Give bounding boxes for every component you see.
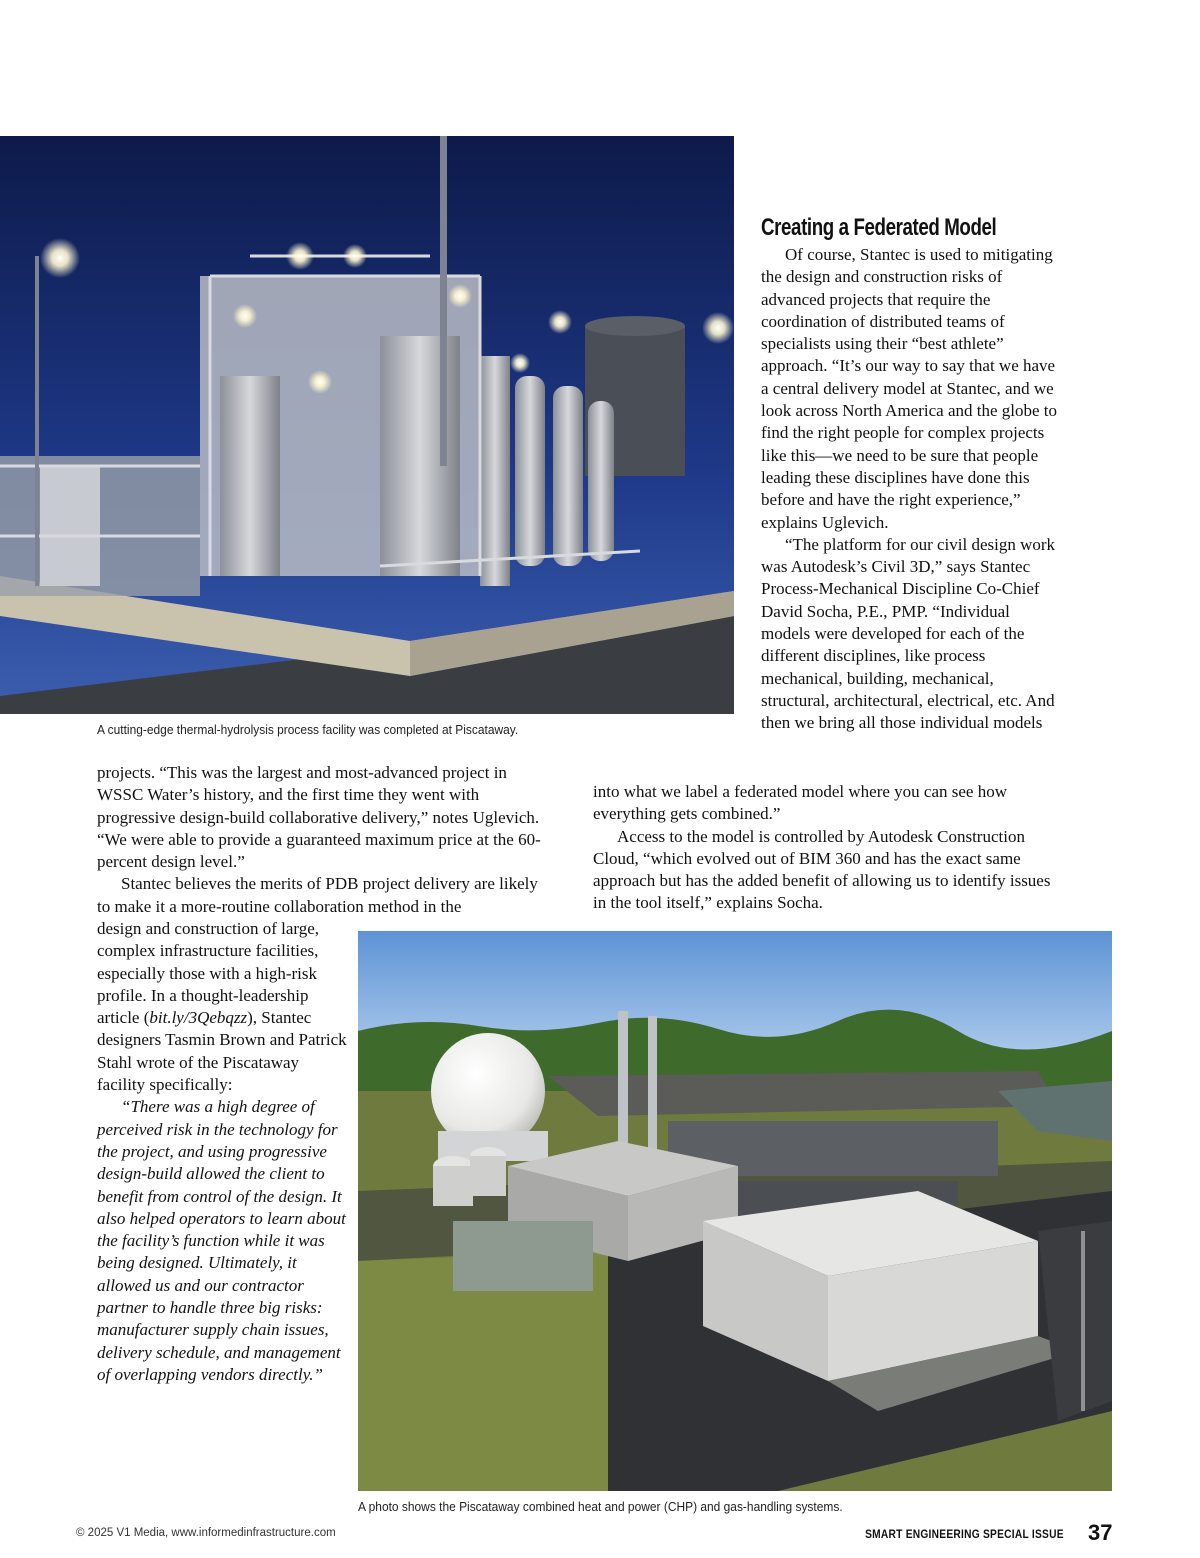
chp-aerial-photo [358, 931, 1112, 1491]
pull-quote: “There was a high degree of perceived risk in the technology for the project, and using progressive design-build allowed the client to benefit from control of the design. It also helped operators to learn about the facility’s function while it was being designed. Ultimately, it allowed us and our contractor partner to handle three big risks: manufacturer supply chain issues, delivery schedule, and management of overlapping vendors directly.” [97, 1097, 346, 1384]
left-col-paragraph-2-start: Stantec believes the merits of PDB project delivery are likely to make it a more-routine collaboration method in the [97, 874, 538, 916]
photo1-caption: A cutting-edge thermal-hydrolysis process facility was completed at Piscataway. [97, 722, 519, 737]
paragraph-2-text-after: ), Stantec designers Tasmin Brown and Patrick Stahl wrote of the Piscataway facility specifically: [97, 1008, 347, 1095]
right-col-paragraph-2-end: into what we label a federated model where you can see how everything gets combined.” [593, 782, 1007, 824]
article-link[interactable]: bit.ly/3Qebqzz [149, 1008, 248, 1028]
copyright-footer: © 2025 V1 Media, www.informedinfrastructure.com [76, 1527, 336, 1539]
left-column-top [97, 762, 555, 918]
photo2-caption: A photo shows the Piscataway combined heat and power (CHP) and gas-handling systems. [358, 1499, 843, 1514]
right-col-paragraph-3: Access to the model is controlled by Autodesk Construction Cloud, “which evolved out of BIM 360 and has the exact same approach but has the added benefit of allowing us to identify issues in the tool itself,” explains Socha. [593, 826, 1051, 913]
right-col-paragraph-2: “The platform for our civil design work was Autodesk’s Civil 3D,” says Stantec Process-Mechanical Discipline Co-Chief David Socha, P.E., PMP. “Individual models were developed for each of the different disciplines, like process mechanical, building, mechanical, structural, architectural, electrical, etc. And then we bring all those individual models [761, 534, 1056, 733]
issue-label: SMART ENGINEERING SPECIAL ISSUE [865, 1527, 1064, 1541]
facility-night-photo [0, 136, 734, 714]
right-col-continuation [593, 781, 1063, 915]
right-column [761, 244, 1061, 735]
left-column-narrow [97, 918, 347, 1386]
section-heading: Creating a Federated Model [761, 214, 997, 241]
page-number: 37 [1088, 1520, 1113, 1545]
paragraph-2-text-before: design and construction of large, complex infrastructure facilities, especially those with a high-risk profile. In a thought-leadership article ( [97, 919, 320, 1028]
left-col-paragraph-1: projects. “This was the largest and most-advanced project in WSSC Water’s history, and the first time they went with progressive design-build collaborative delivery,” notes Uglevich. “We were able to provide a guaranteed maximum price at the 60-percent design level.” [97, 763, 541, 872]
right-col-paragraph-1: Of course, Stantec is used to mitigating the design and construction risks of advanced projects that require the coordination of distributed teams of specialists using their “best athlete” approach. “It’s our way to say that we have a central delivery model at Stantec, and we look across North America and the globe to find the right people for complex projects like this—we need to be sure that people leading these disciplines have done this before and have the right experience,” explains Uglevich. [761, 245, 1058, 532]
left-col-paragraph-2-end [97, 918, 347, 1096]
